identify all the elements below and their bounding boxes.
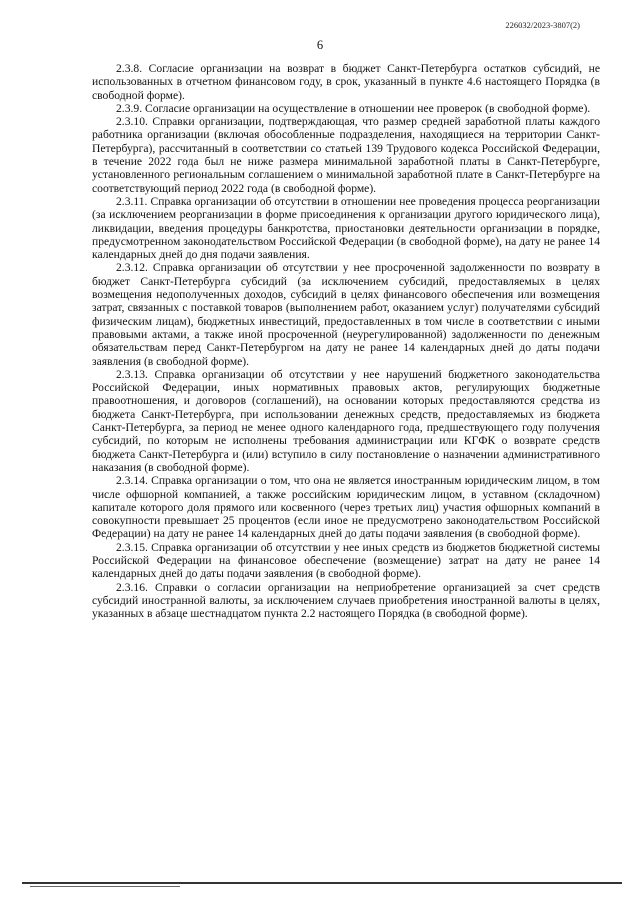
paragraph-2-3-15: 2.3.15. Справка организации об отсутствии у нее иных средств из бюджетов бюджетной системы Российской Федерации на финансовое обеспечение (возмещение) затрат на дату не ранее 14 календарных дней до даты подачи заявления (в свободной форме). [92,540,600,581]
paragraph-2-3-13: 2.3.13. Справка организации об отсутствии у нее нарушений бюджетного законодательства Российской Федерации, иных нормативных правовых актов, регулирующих бюджетные правоотношения, и договоров (соглашений), на основании которых предоставляются средства из бюджета Санкт-Петербурга, при использовании денежных средств, предоставляемых из бюджета Санкт-Петербурга, за период не менее одного календарного года, предшествующего году получения субсидий, по которым не исполнены требования администрации или КГФК о возврате средств бюджета Санкт-Петербурга и (или) вступило в силу постановление о назначении административного наказания (в свободной форме). [92,367,600,474]
paragraph-2-3-11: 2.3.11. Справка организации об отсутствии в отношении нее проведения процесса реорганизации (за исключением реорганизации в форме присоединения к организации другого юридического лица), ликвидации, введения процедуры банкротства, приостановки деятельности организации в порядке, предусмотренном законодательством Российской Федерации (в свободной форме), на дату не ранее 14 календарных дней до дня подачи заявления. [92,194,600,262]
paragraph-2-3-14: 2.3.14. Справка организации о том, что она не является иностранным юридическим лицом, в том числе офшорной компанией, а также российским юридическим лицом, в уставном (складочном) капитале которого доля прямого или косвенного (через третьих лиц) участия офшорных компаний в совокупности превышает 25 процентов (если иное не предусмотрено законодательством Российской Федерации) на дату не ранее 14 календарных дней до даты подачи заявления (в свободной форме). [92,474,600,541]
page-number: 6 [316,38,324,52]
paragraph-2-3-8: 2.3.8. Согласие организации на возврат в бюджет Санкт-Петербурга остатков субсидий, не использованных в отчетном финансовом году, в срок, указанный в пункте 4.6 настоящего Порядка (в свободной форме). [92,62,600,102]
paragraph-2-3-16: 2.3.16. Справки о согласии организации на неприобретение организацией за счет средств субсидий иностранной валюты, за исключением случаев приобретения иностранной валюты в целях, указанных в абзаце шестнадцатом пункта 2.2 настоящего Порядка (в свободной форме). [92,580,600,621]
document-number: 226032/2023-3807(2) [505,20,580,30]
paragraph-2-3-9: 2.3.9. Согласие организации на осуществление в отношении нее проверок (в свободной форме). [116,101,591,115]
footer-divider-thin [30,886,180,887]
footer-divider [22,882,622,884]
document-body [92,62,600,620]
paragraph-2-3-10: 2.3.10. Справки организации, подтверждающая, что размер средней заработной платы каждого работника организации (включая обособленные подразделения, находящиеся на территории Санкт-Петербурга), рассчитанный в соответствии со статьей 139 Трудового кодекса Российской Федерации, в течение 2022 года был не ниже размера минимальной заработной платы в Санкт-Петербурге, установленного региональным соглашением о минимальной заработной плате в Санкт-Петербурге на соответствующий период 2022 года (в свободной форме). [92,115,600,195]
paragraph-2-3-12: 2.3.12. Справка организации об отсутствии у нее просроченной задолженности по возврату в бюджет Санкт-Петербурга субсидий (за исключением субсидий, предоставляемых в целях возмещения недополученных доходов, субсидий в целях финансового обеспечения или возмещения затрат, связанных с поставкой товаров (выполнением работ, оказанием услуг) получателями субсидий физическим лицам), бюджетных инвестиций, предоставленных в том числе в соответствии с иными правовыми актами, а также иной просроченной (неурегулированной) задолженности по денежным обязательствам перед Санкт-Петербургом на дату не ранее 14 календарных дней до даты подачи заявления (в свободной форме). [92,261,600,368]
